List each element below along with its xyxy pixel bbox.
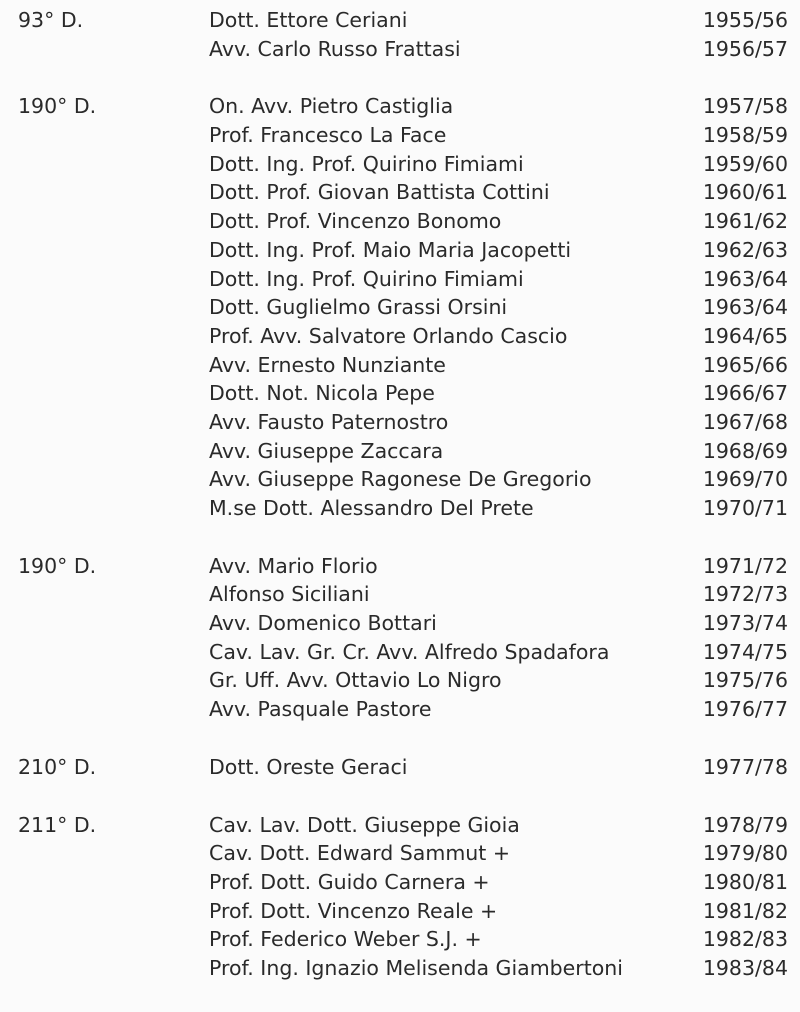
governor-name: Avv. Giuseppe Zaccara	[209, 438, 444, 463]
list-row	[0, 236, 800, 265]
term-year: 1977/78	[702, 754, 788, 779]
list-row	[0, 322, 800, 351]
term-year: 1966/67	[702, 381, 788, 406]
term-year: 1968/69	[702, 438, 788, 463]
governor-name: Prof. Dott. Vincenzo Reale +	[209, 898, 498, 923]
governor-name: Dott. Not. Nicola Pepe	[209, 381, 435, 406]
governor-name: Avv. Giuseppe Ragonese De Gregorio	[209, 467, 592, 492]
governor-name: Cav. Dott. Edward Sammut +	[209, 841, 511, 866]
term-year: 1978/79	[702, 812, 788, 837]
term-year: 1960/61	[702, 180, 788, 205]
governor-name: Prof. Dott. Guido Carnera +	[209, 869, 490, 894]
term-year: 1981/82	[702, 898, 788, 923]
term-year: 1965/66	[702, 352, 788, 377]
governor-name: Dott. Ing. Prof. Quirino Fimiami	[209, 266, 524, 291]
governor-name: Avv. Mario Florio	[209, 553, 378, 578]
list-row	[0, 265, 800, 294]
list-row	[0, 121, 800, 150]
governor-name: Avv. Domenico Bottari	[209, 611, 437, 636]
list-row	[0, 494, 800, 523]
term-year: 1967/68	[702, 409, 788, 434]
governor-name: Gr. Uff. Avv. Ottavio Lo Nigro	[209, 668, 502, 693]
list-row	[0, 897, 800, 926]
list-row	[0, 638, 800, 667]
term-year: 1962/63	[702, 237, 788, 262]
list-row	[0, 92, 800, 121]
list-row	[0, 552, 800, 581]
list-row	[0, 839, 800, 868]
governor-name: Dott. Ing. Prof. Quirino Fimiami	[209, 151, 524, 176]
governor-name: Dott. Oreste Geraci	[209, 754, 408, 779]
term-year: 1956/57	[702, 36, 788, 61]
governor-name: Cav. Lav. Dott. Giuseppe Gioia	[209, 812, 520, 837]
list-row	[0, 954, 800, 983]
term-year: 1971/72	[702, 553, 788, 578]
list-row	[0, 6, 800, 35]
list-row	[0, 868, 800, 897]
term-year: 1957/58	[702, 94, 788, 119]
term-year: 1979/80	[702, 841, 788, 866]
district-label: 93° D.	[18, 8, 84, 32]
district-group	[0, 6, 800, 63]
governor-name: Avv. Pasquale Pastore	[209, 697, 432, 722]
governor-name: Dott. Prof. Vincenzo Bonomo	[209, 209, 502, 234]
list-row	[0, 609, 800, 638]
term-year: 1975/76	[702, 668, 788, 693]
term-year: 1974/75	[702, 639, 788, 664]
governor-name: Alfonso Siciliani	[209, 582, 370, 607]
list-row	[0, 35, 800, 64]
term-year: 1969/70	[702, 467, 788, 492]
term-year: 1976/77	[702, 697, 788, 722]
list-row	[0, 811, 800, 840]
list-row	[0, 666, 800, 695]
governor-name: Dott. Ing. Prof. Maio Maria Jacopetti	[209, 237, 572, 262]
district-group	[0, 552, 800, 724]
term-year: 1970/71	[702, 496, 788, 520]
list-row	[0, 207, 800, 236]
term-year: 1964/65	[702, 323, 788, 348]
term-year: 1980/81	[702, 869, 788, 894]
list-row	[0, 293, 800, 322]
list-row	[0, 379, 800, 408]
governor-name: Prof. Avv. Salvatore Orlando Cascio	[209, 323, 568, 348]
governor-name: Dott. Ettore Ceriani	[209, 8, 408, 32]
governor-name: Cav. Lav. Gr. Cr. Avv. Alfredo Spadafora	[209, 639, 610, 664]
term-year: 1972/73	[702, 582, 788, 607]
governor-name: Prof. Ing. Ignazio Melisenda Giambertoni	[209, 955, 623, 980]
term-year: 1955/56	[702, 8, 788, 32]
governor-name: M.se Dott. Alessandro Del Prete	[209, 496, 534, 520]
district-group	[0, 92, 800, 522]
district-group	[0, 811, 800, 983]
governor-name: On. Avv. Pietro Castiglia	[209, 94, 454, 119]
list-row	[0, 437, 800, 466]
term-year: 1959/60	[702, 151, 788, 176]
district-label: 190° D.	[18, 553, 97, 578]
governors-list	[0, 6, 800, 1012]
governor-name: Dott. Prof. Giovan Battista Cottini	[209, 180, 550, 205]
district-label: 190° D.	[18, 94, 97, 119]
list-row	[0, 408, 800, 437]
district-label: 210° D.	[18, 754, 97, 779]
district-label: 211° D.	[18, 812, 97, 837]
term-year: 1963/64	[702, 295, 788, 320]
list-row	[0, 695, 800, 724]
list-row	[0, 925, 800, 954]
term-year: 1961/62	[702, 209, 788, 234]
term-year: 1963/64	[702, 266, 788, 291]
term-year: 1958/59	[702, 123, 788, 148]
list-row	[0, 178, 800, 207]
governor-name: Dott. Guglielmo Grassi Orsini	[209, 295, 508, 320]
list-row	[0, 465, 800, 494]
list-row	[0, 580, 800, 609]
governor-name: Prof. Federico Weber S.J. +	[209, 927, 482, 952]
governor-name: Avv. Fausto Paternostro	[209, 409, 449, 434]
governor-name: Avv. Ernesto Nunziante	[209, 352, 446, 377]
list-row	[0, 150, 800, 179]
term-year: 1983/84	[702, 955, 788, 980]
term-year: 1982/83	[702, 927, 788, 952]
governor-name: Avv. Carlo Russo Frattasi	[209, 36, 461, 61]
list-row	[0, 351, 800, 380]
district-group	[0, 753, 800, 782]
term-year: 1973/74	[702, 611, 788, 636]
list-row	[0, 753, 800, 782]
governor-name: Prof. Francesco La Face	[209, 123, 447, 148]
